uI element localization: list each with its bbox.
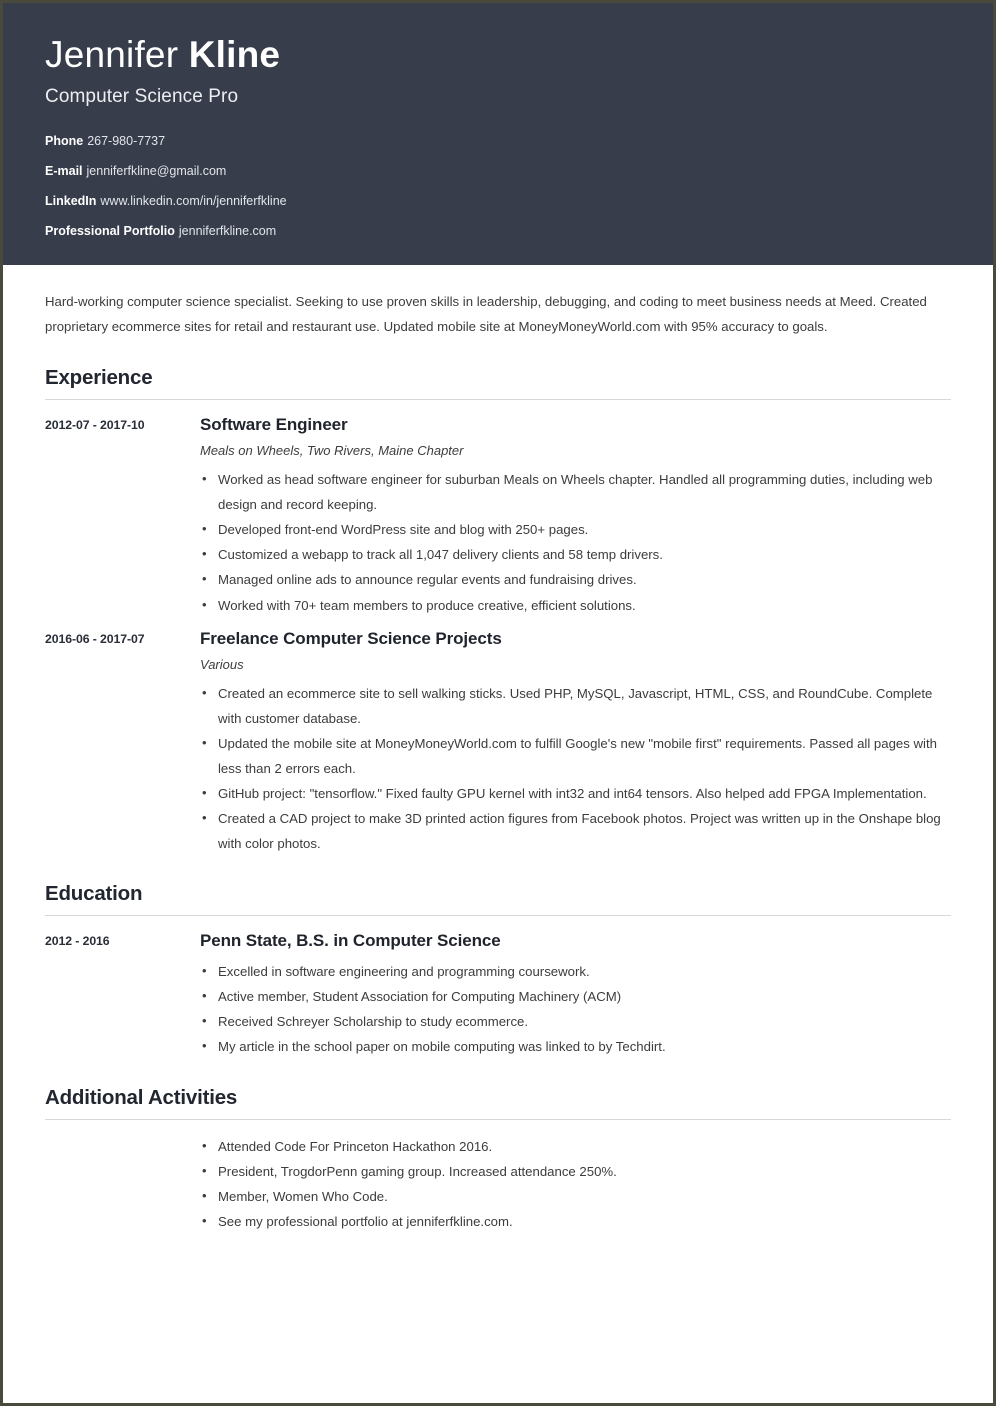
entry-main — [200, 930, 951, 1059]
candidate-name — [45, 33, 951, 77]
bullet-item: • Received Schreyer Scholarship to study ecommerce. — [200, 1009, 951, 1034]
contact-value-phone[interactable]: 267-980-7737 — [87, 133, 166, 148]
contact-row-linkedin — [45, 194, 951, 209]
resume-header — [3, 3, 993, 265]
entry-title: Freelance Computer Science Projects — [200, 628, 502, 648]
section-title-education: Education — [45, 882, 143, 906]
activities-entry — [45, 1134, 951, 1234]
contact-list — [45, 134, 951, 239]
bullet-item: • Worked as head software engineer for suburban Meals on Wheels chapter. Handled all programming duties, including web design and record keeping. — [200, 467, 951, 517]
bullet-item: • My article in the school paper on mobile computing was linked to by Techdirt. — [200, 1034, 951, 1059]
entry-bullet-list — [200, 467, 951, 617]
section-title-additional-activities: Additional Activities — [45, 1085, 238, 1109]
bullet-item: • See my professional portfolio at jenniferfkline.com. — [200, 1209, 951, 1234]
education-entry — [45, 930, 951, 1059]
section-divider — [45, 1119, 951, 1120]
entry-title: Penn State, B.S. in Computer Science — [200, 931, 501, 951]
entry-date: 2012-07 - 2017-10 — [45, 418, 145, 433]
entry-bullet-list — [200, 681, 951, 857]
bullet-item: • Member, Women Who Code. — [200, 1184, 951, 1209]
contact-label-phone: Phone — [45, 133, 84, 148]
bullet-item: • Created a CAD project to make 3D printed action figures from Facebook photos. Project was written up in the Onshape blog with color photos. — [200, 806, 951, 856]
summary-paragraph: Hard-working computer science specialist. Seeking to use proven skills in leadership, debugging, and coding to meet business needs at Meed. Created proprietary ecommerce sites for retail and restaurant use. Updated mobile site at MoneyMoneyWorld.com with 95% accuracy to goals. — [45, 293, 927, 335]
entry-title: Software Engineer — [200, 415, 348, 435]
bullet-item: • Attended Code For Princeton Hackathon 2016. — [200, 1134, 951, 1159]
bullet-item: • Excelled in software engineering and programming coursework. — [200, 959, 951, 984]
contact-row-portfolio — [45, 224, 951, 239]
entry-date: 2016-06 - 2017-07 — [45, 631, 145, 646]
bullet-item: • Active member, Student Association for Computing Machinery (ACM) — [200, 984, 951, 1009]
section-divider — [45, 915, 951, 916]
contact-value-linkedin[interactable]: www.linkedin.com/in/jenniferfkline — [100, 193, 287, 208]
bullet-item: • Worked with 70+ team members to produce creative, efficient solutions. — [200, 593, 951, 618]
job-title: Computer Science Pro — [45, 85, 239, 107]
bullet-item: • Updated the mobile site at MoneyMoneyWorld.com to fulfill Google's new "mobile first" requirements. Passed all pages with less than 2 errors each. — [200, 731, 951, 781]
bullet-item: • Customized a webapp to track all 1,047 delivery clients and 58 temp drivers. — [200, 542, 951, 567]
bullet-item: • GitHub project: "tensorflow." Fixed faulty GPU kernel with int32 and int64 tensors. Also helped add FPGA Implementation. — [200, 781, 951, 806]
resume-body — [3, 289, 993, 1234]
entry-bullet-list — [200, 1134, 951, 1234]
contact-value-email[interactable]: jenniferfkline@gmail.com — [86, 163, 227, 178]
contact-label-linkedin: LinkedIn — [45, 193, 97, 208]
bullet-item: • President, TrogdorPenn gaming group. Increased attendance 250%. — [200, 1159, 951, 1184]
experience-entry — [45, 414, 951, 617]
contact-label-portfolio: Professional Portfolio — [45, 223, 175, 238]
bullet-item: • Managed online ads to announce regular events and fundraising drives. — [200, 567, 951, 592]
section-divider — [45, 399, 951, 400]
section-experience — [45, 366, 951, 856]
section-additional-activities — [45, 1086, 951, 1234]
contact-value-portfolio[interactable]: jenniferfkline.com — [178, 223, 277, 238]
contact-label-email: E-mail — [45, 163, 83, 178]
contact-row-phone — [45, 134, 951, 149]
entry-main — [200, 628, 951, 857]
entry-main — [200, 414, 951, 617]
contact-row-email — [45, 164, 951, 179]
bullet-item: • Created an ecommerce site to sell walking sticks. Used PHP, MySQL, Javascript, HTML, CSS, and RoundCube. Complete with customer database. — [200, 681, 951, 731]
entry-date: 2012 - 2016 — [45, 934, 110, 949]
section-title-experience: Experience — [45, 366, 153, 390]
last-name: Kline — [188, 34, 281, 75]
section-education — [45, 882, 951, 1059]
experience-entry — [45, 628, 951, 857]
first-name: Jennifer — [45, 34, 179, 75]
entry-bullet-list — [200, 959, 951, 1059]
bullet-item: • Developed front-end WordPress site and blog with 250+ pages. — [200, 517, 951, 542]
entry-subtitle: Various — [200, 656, 244, 672]
entry-main — [200, 1134, 951, 1234]
entry-subtitle: Meals on Wheels, Two Rivers, Maine Chapter — [200, 443, 464, 459]
